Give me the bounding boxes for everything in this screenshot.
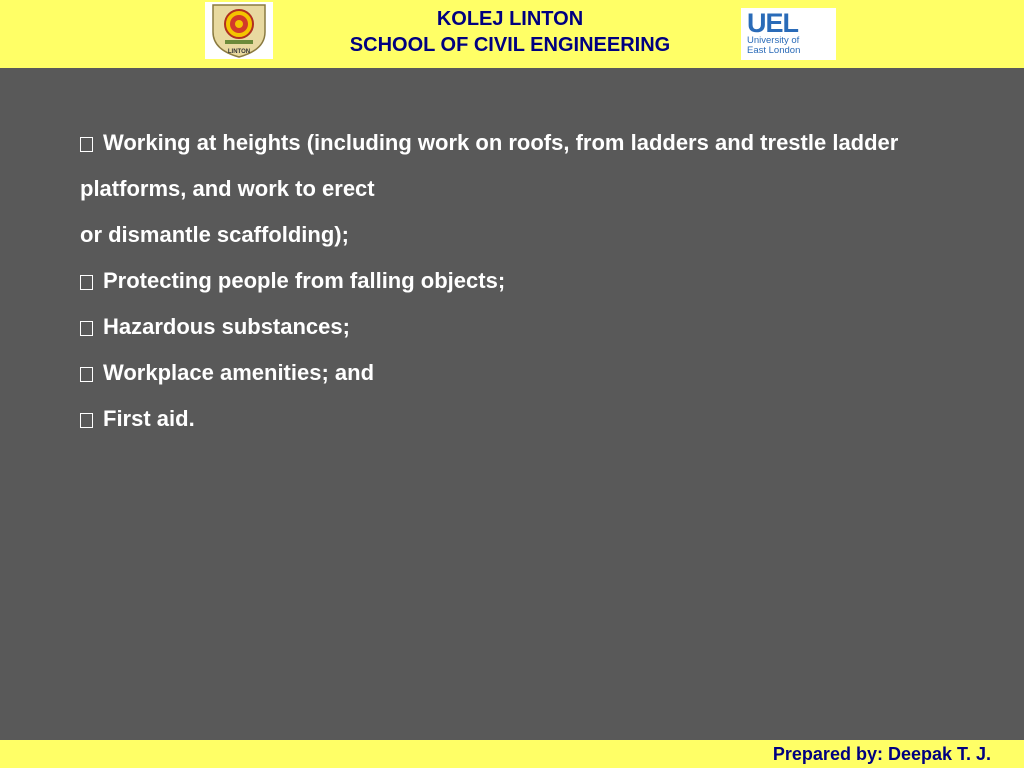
bullet-box-icon xyxy=(80,367,93,382)
list-item xyxy=(80,350,970,396)
linton-logo-text: LINTON xyxy=(227,49,251,55)
uel-logo xyxy=(741,8,836,60)
list-item-text: Protecting people from falling objects; xyxy=(103,268,506,293)
list-item-text: Working at heights (including work on roofs, from ladders and trestle ladder platforms, and work to erect xyxy=(80,130,899,201)
college-name: KOLEJ LINTON xyxy=(436,8,584,30)
list-item-text: First aid. xyxy=(103,406,195,431)
school-name: SCHOOL OF CIVIL ENGINEERING xyxy=(349,34,671,56)
list-item xyxy=(80,120,970,212)
list-item-text: Workplace amenities; and xyxy=(103,360,375,385)
list-item xyxy=(80,258,970,304)
list-item xyxy=(80,304,970,350)
bullet-box-icon xyxy=(80,321,93,336)
uel-logo-text-line-2: East London xyxy=(747,45,801,56)
list-item-continuation xyxy=(80,212,970,258)
bullet-box-icon xyxy=(80,413,93,428)
bullet-box-icon xyxy=(80,275,93,290)
footer-bar xyxy=(0,740,1024,768)
list-item-text: or dismantle scaffolding); xyxy=(80,222,349,247)
uel-logo-text xyxy=(747,36,833,56)
list-item-text: Hazardous substances; xyxy=(103,314,350,339)
uel-logo-mark: UEL xyxy=(747,8,798,38)
slide-content xyxy=(80,120,970,442)
list-item xyxy=(80,396,970,442)
kolej-linton-logo xyxy=(205,2,273,59)
bullet-box-icon xyxy=(80,137,93,152)
header-title xyxy=(280,6,740,58)
prepared-by: Prepared by: Deepak T. J. xyxy=(772,744,991,764)
header-bar xyxy=(0,0,1024,68)
uel-logo-text-line-1: University of xyxy=(747,35,800,46)
